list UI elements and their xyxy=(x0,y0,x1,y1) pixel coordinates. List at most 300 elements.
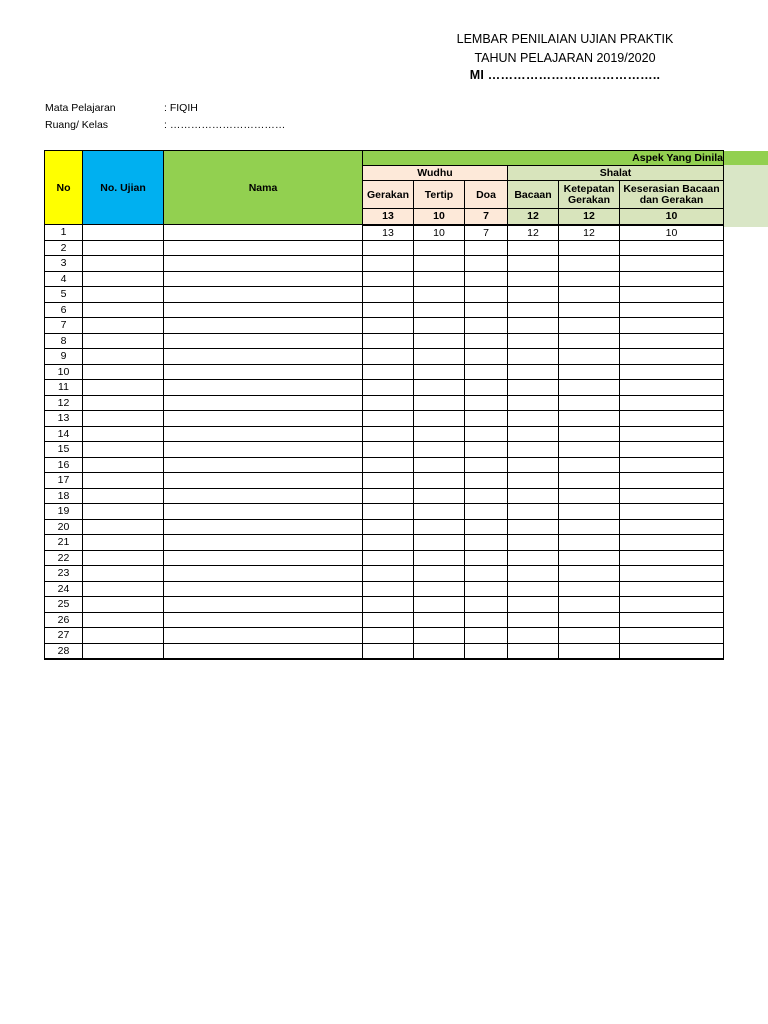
score-cell[interactable] xyxy=(414,643,465,659)
row-number: 5 xyxy=(45,287,83,303)
score-cell[interactable] xyxy=(363,380,414,396)
col-no-header: No xyxy=(45,151,83,225)
score-cell[interactable] xyxy=(465,488,508,504)
score-cell[interactable] xyxy=(465,318,508,334)
name-cell[interactable] xyxy=(164,519,363,535)
score-cell[interactable] xyxy=(559,364,620,380)
exam-no-cell[interactable] xyxy=(83,302,164,318)
score-cell[interactable] xyxy=(559,442,620,458)
score-cell[interactable] xyxy=(363,566,414,582)
score-cell[interactable] xyxy=(465,302,508,318)
score-cell[interactable] xyxy=(620,442,724,458)
score-cell[interactable] xyxy=(508,240,559,256)
score-cell[interactable] xyxy=(620,628,724,644)
score-cell[interactable] xyxy=(508,597,559,613)
score-cell[interactable] xyxy=(508,473,559,489)
col-exam-no-header: No. Ujian xyxy=(83,151,164,225)
score-cell[interactable] xyxy=(465,426,508,442)
row-number: 22 xyxy=(45,550,83,566)
score-cell[interactable] xyxy=(508,349,559,365)
row-number: 19 xyxy=(45,504,83,520)
score-cell[interactable] xyxy=(363,271,414,287)
score-cell[interactable] xyxy=(508,364,559,380)
score-cell[interactable] xyxy=(465,581,508,597)
school-name-line: MI ………………………………….. xyxy=(469,68,661,82)
score-cell[interactable] xyxy=(559,473,620,489)
row-number: 3 xyxy=(45,256,83,272)
name-cell[interactable] xyxy=(164,395,363,411)
wudhu-group-header: Wudhu xyxy=(363,166,508,181)
exam-no-cell[interactable] xyxy=(83,318,164,334)
score-cell[interactable] xyxy=(559,504,620,520)
subject-row xyxy=(45,102,198,115)
score-cell[interactable] xyxy=(363,612,414,628)
score-cell[interactable]: 13 xyxy=(363,225,414,241)
score-cell[interactable] xyxy=(508,550,559,566)
score-cell[interactable] xyxy=(508,333,559,349)
max-score-bacaan: 12 xyxy=(508,209,559,225)
exam-no-cell[interactable] xyxy=(83,457,164,473)
name-cell[interactable] xyxy=(164,504,363,520)
exam-no-cell[interactable] xyxy=(83,426,164,442)
name-cell[interactable] xyxy=(164,318,363,334)
row-number: 16 xyxy=(45,457,83,473)
name-cell[interactable] xyxy=(164,442,363,458)
table-row xyxy=(45,318,724,334)
score-cell[interactable] xyxy=(620,581,724,597)
exam-no-cell[interactable] xyxy=(83,535,164,551)
score-cell[interactable] xyxy=(559,628,620,644)
score-cell[interactable] xyxy=(363,519,414,535)
score-cell[interactable] xyxy=(414,457,465,473)
score-cell[interactable] xyxy=(414,550,465,566)
row-number: 20 xyxy=(45,519,83,535)
table-row xyxy=(45,333,724,349)
score-cell[interactable]: 10 xyxy=(414,225,465,241)
score-cell[interactable] xyxy=(620,333,724,349)
score-cell[interactable] xyxy=(508,271,559,287)
aspect-header: Aspek Yang Dinila xyxy=(363,151,724,166)
score-cell[interactable] xyxy=(414,581,465,597)
score-cell[interactable] xyxy=(559,333,620,349)
score-cell[interactable] xyxy=(508,504,559,520)
score-cell[interactable] xyxy=(414,318,465,334)
score-cell[interactable] xyxy=(363,302,414,318)
name-cell[interactable] xyxy=(164,426,363,442)
row-number: 14 xyxy=(45,426,83,442)
table-row xyxy=(45,240,724,256)
score-cell[interactable] xyxy=(414,349,465,365)
score-cell[interactable]: 7 xyxy=(465,225,508,241)
score-cell[interactable] xyxy=(465,566,508,582)
row-number: 24 xyxy=(45,581,83,597)
score-cell[interactable] xyxy=(363,581,414,597)
table-row xyxy=(45,488,724,504)
score-cell[interactable] xyxy=(465,519,508,535)
row-number: 12 xyxy=(45,395,83,411)
score-cell[interactable] xyxy=(620,349,724,365)
name-cell[interactable] xyxy=(164,473,363,489)
row-number: 18 xyxy=(45,488,83,504)
score-cell[interactable] xyxy=(620,380,724,396)
table-row xyxy=(45,225,724,241)
exam-no-cell[interactable] xyxy=(83,550,164,566)
exam-no-cell[interactable] xyxy=(83,287,164,303)
name-cell[interactable] xyxy=(164,287,363,303)
score-cell[interactable] xyxy=(559,411,620,427)
row-number: 4 xyxy=(45,271,83,287)
score-cell[interactable] xyxy=(414,271,465,287)
score-cell[interactable] xyxy=(465,380,508,396)
score-cell[interactable] xyxy=(620,519,724,535)
table-row xyxy=(45,519,724,535)
row-number: 26 xyxy=(45,612,83,628)
score-cell[interactable] xyxy=(414,535,465,551)
score-cell[interactable] xyxy=(559,426,620,442)
subheader-tertip: Tertip xyxy=(414,181,465,209)
row-number: 2 xyxy=(45,240,83,256)
score-table xyxy=(44,150,724,660)
name-cell[interactable] xyxy=(164,535,363,551)
table-row xyxy=(45,566,724,582)
score-cell[interactable] xyxy=(508,535,559,551)
score-cell[interactable] xyxy=(559,349,620,365)
table-row xyxy=(45,302,724,318)
name-cell[interactable] xyxy=(164,597,363,613)
score-cell[interactable] xyxy=(559,550,620,566)
score-cell[interactable] xyxy=(465,597,508,613)
score-cell[interactable]: 12 xyxy=(559,225,620,241)
score-cell[interactable] xyxy=(559,318,620,334)
score-cell[interactable] xyxy=(465,287,508,303)
score-cell[interactable] xyxy=(363,426,414,442)
score-cell[interactable] xyxy=(414,256,465,272)
score-cell[interactable] xyxy=(508,457,559,473)
row-number: 13 xyxy=(45,411,83,427)
score-cell[interactable] xyxy=(465,550,508,566)
score-cell[interactable] xyxy=(363,442,414,458)
score-cell[interactable] xyxy=(508,318,559,334)
score-cell[interactable] xyxy=(620,550,724,566)
score-cell[interactable] xyxy=(620,411,724,427)
table-row xyxy=(45,535,724,551)
row-number: 28 xyxy=(45,643,83,659)
score-cell[interactable] xyxy=(508,643,559,659)
score-cell[interactable] xyxy=(620,287,724,303)
subheader-doa: Doa xyxy=(465,181,508,209)
name-cell[interactable] xyxy=(164,581,363,597)
score-cell[interactable] xyxy=(620,256,724,272)
row-number: 21 xyxy=(45,535,83,551)
score-cell[interactable] xyxy=(363,333,414,349)
score-cell[interactable]: 12 xyxy=(508,225,559,241)
score-cell[interactable] xyxy=(414,411,465,427)
score-cell[interactable] xyxy=(559,380,620,396)
score-cell[interactable] xyxy=(559,271,620,287)
score-cell[interactable] xyxy=(465,271,508,287)
score-cell[interactable] xyxy=(363,643,414,659)
table-row xyxy=(45,426,724,442)
score-cell[interactable] xyxy=(559,643,620,659)
score-cell[interactable] xyxy=(363,597,414,613)
name-cell[interactable] xyxy=(164,628,363,644)
exam-no-cell[interactable] xyxy=(83,612,164,628)
row-number: 1 xyxy=(45,225,83,241)
score-cell[interactable] xyxy=(414,628,465,644)
exam-no-cell[interactable] xyxy=(83,380,164,396)
score-cell[interactable] xyxy=(620,535,724,551)
exam-no-cell[interactable] xyxy=(83,566,164,582)
score-cell[interactable] xyxy=(508,581,559,597)
exam-no-cell[interactable] xyxy=(83,240,164,256)
score-cell[interactable] xyxy=(508,488,559,504)
score-cell[interactable] xyxy=(414,380,465,396)
table-row xyxy=(45,643,724,659)
score-cell[interactable] xyxy=(559,581,620,597)
score-cell[interactable] xyxy=(363,535,414,551)
score-cell[interactable] xyxy=(559,287,620,303)
score-cell[interactable] xyxy=(465,333,508,349)
score-cell[interactable] xyxy=(559,240,620,256)
max-score-tertip: 10 xyxy=(414,209,465,225)
score-cell[interactable] xyxy=(508,380,559,396)
table-row xyxy=(45,411,724,427)
score-cell[interactable] xyxy=(414,442,465,458)
shalat-header-overflow xyxy=(723,165,768,227)
class-row xyxy=(45,119,285,132)
score-cell[interactable] xyxy=(414,333,465,349)
score-cell[interactable] xyxy=(620,240,724,256)
table-row xyxy=(45,628,724,644)
score-cell[interactable] xyxy=(363,240,414,256)
score-cell[interactable] xyxy=(465,256,508,272)
exam-no-cell[interactable] xyxy=(83,395,164,411)
name-cell[interactable] xyxy=(164,411,363,427)
score-cell[interactable] xyxy=(363,504,414,520)
exam-no-cell[interactable] xyxy=(83,643,164,659)
score-cell[interactable] xyxy=(508,628,559,644)
table-row xyxy=(45,395,724,411)
score-cell[interactable] xyxy=(414,488,465,504)
row-number: 27 xyxy=(45,628,83,644)
name-cell[interactable] xyxy=(164,333,363,349)
score-cell[interactable] xyxy=(363,287,414,303)
exam-no-cell[interactable] xyxy=(83,271,164,287)
max-score-ketepatan: 12 xyxy=(559,209,620,225)
table-row xyxy=(45,550,724,566)
name-cell[interactable] xyxy=(164,457,363,473)
sheet-title: LEMBAR PENILAIAN UJIAN PRAKTIK xyxy=(456,32,674,46)
score-cell[interactable] xyxy=(559,519,620,535)
score-cell[interactable] xyxy=(414,302,465,318)
exam-no-cell[interactable] xyxy=(83,628,164,644)
score-cell[interactable] xyxy=(414,612,465,628)
score-cell[interactable] xyxy=(363,411,414,427)
score-cell[interactable] xyxy=(414,287,465,303)
exam-no-cell[interactable] xyxy=(83,473,164,489)
score-cell[interactable] xyxy=(508,302,559,318)
table-row xyxy=(45,597,724,613)
score-cell[interactable] xyxy=(414,519,465,535)
score-cell[interactable] xyxy=(620,271,724,287)
score-cell[interactable] xyxy=(508,566,559,582)
table-row xyxy=(45,364,724,380)
score-cell[interactable] xyxy=(465,473,508,489)
row-number: 23 xyxy=(45,566,83,582)
score-cell[interactable] xyxy=(465,240,508,256)
score-cell[interactable] xyxy=(414,504,465,520)
shalat-group-header: Shalat xyxy=(508,166,724,181)
score-cell[interactable] xyxy=(465,364,508,380)
score-cell[interactable] xyxy=(620,318,724,334)
score-cell[interactable] xyxy=(414,395,465,411)
score-cell[interactable] xyxy=(414,566,465,582)
name-cell[interactable] xyxy=(164,612,363,628)
score-cell[interactable] xyxy=(465,457,508,473)
name-cell[interactable] xyxy=(164,225,363,241)
subheader-keserasian: Keserasian Bacaan dan Gerakan xyxy=(620,181,724,209)
exam-no-cell[interactable] xyxy=(83,488,164,504)
score-cell[interactable] xyxy=(620,566,724,582)
score-cell[interactable] xyxy=(620,457,724,473)
max-score-doa: 7 xyxy=(465,209,508,225)
score-cell[interactable] xyxy=(559,395,620,411)
score-cell[interactable] xyxy=(465,535,508,551)
name-cell[interactable] xyxy=(164,302,363,318)
score-cell[interactable] xyxy=(414,240,465,256)
score-cell[interactable] xyxy=(363,349,414,365)
row-number: 11 xyxy=(45,380,83,396)
exam-no-cell[interactable] xyxy=(83,256,164,272)
exam-no-cell[interactable] xyxy=(83,519,164,535)
score-cell[interactable] xyxy=(620,504,724,520)
score-cell[interactable] xyxy=(363,318,414,334)
name-cell[interactable] xyxy=(164,349,363,365)
score-cell[interactable] xyxy=(465,504,508,520)
score-cell[interactable] xyxy=(620,597,724,613)
score-cell[interactable] xyxy=(465,643,508,659)
score-cell[interactable] xyxy=(508,519,559,535)
table-row xyxy=(45,612,724,628)
score-cell[interactable] xyxy=(465,395,508,411)
name-cell[interactable] xyxy=(164,550,363,566)
table-row xyxy=(45,349,724,365)
table-row xyxy=(45,581,724,597)
score-cell[interactable] xyxy=(620,426,724,442)
score-cell[interactable] xyxy=(559,488,620,504)
score-cell[interactable] xyxy=(465,411,508,427)
score-cell[interactable] xyxy=(620,395,724,411)
exam-no-cell[interactable] xyxy=(83,333,164,349)
score-cell[interactable] xyxy=(363,488,414,504)
subheader-gerakan: Gerakan xyxy=(363,181,414,209)
max-score-keserasian: 10 xyxy=(620,209,724,225)
name-cell[interactable] xyxy=(164,488,363,504)
name-cell[interactable] xyxy=(164,566,363,582)
score-cell[interactable] xyxy=(363,457,414,473)
name-cell[interactable] xyxy=(164,271,363,287)
subject-label: Mata Pelajaran xyxy=(45,102,116,114)
name-cell[interactable] xyxy=(164,240,363,256)
score-cell[interactable] xyxy=(508,395,559,411)
score-cell[interactable] xyxy=(559,256,620,272)
score-cell[interactable] xyxy=(363,395,414,411)
exam-no-cell[interactable] xyxy=(83,225,164,241)
row-number: 25 xyxy=(45,597,83,613)
score-cell[interactable] xyxy=(620,612,724,628)
score-cell[interactable]: 10 xyxy=(620,225,724,241)
score-cell[interactable] xyxy=(508,256,559,272)
score-cell[interactable] xyxy=(559,597,620,613)
max-score-gerakan: 13 xyxy=(363,209,414,225)
score-cell[interactable] xyxy=(620,473,724,489)
score-cell[interactable] xyxy=(414,426,465,442)
row-number: 7 xyxy=(45,318,83,334)
class-value: : …………………………… xyxy=(164,119,286,131)
score-cell[interactable] xyxy=(508,426,559,442)
name-cell[interactable] xyxy=(164,643,363,659)
score-cell[interactable] xyxy=(508,287,559,303)
exam-no-cell[interactable] xyxy=(83,442,164,458)
score-cell[interactable] xyxy=(363,256,414,272)
score-cell[interactable] xyxy=(465,349,508,365)
score-cell[interactable] xyxy=(559,612,620,628)
score-cell[interactable] xyxy=(363,364,414,380)
exam-no-cell[interactable] xyxy=(83,597,164,613)
table-row xyxy=(45,380,724,396)
score-cell[interactable] xyxy=(508,411,559,427)
row-number: 6 xyxy=(45,302,83,318)
score-cell[interactable] xyxy=(620,488,724,504)
table-row xyxy=(45,287,724,303)
score-cell[interactable] xyxy=(620,302,724,318)
row-number: 8 xyxy=(45,333,83,349)
score-cell[interactable] xyxy=(465,628,508,644)
class-label: Ruang/ Kelas xyxy=(45,119,109,131)
score-cell[interactable] xyxy=(508,442,559,458)
score-cell[interactable] xyxy=(620,643,724,659)
exam-no-cell[interactable] xyxy=(83,364,164,380)
table-row xyxy=(45,271,724,287)
score-cell[interactable] xyxy=(465,442,508,458)
score-cell[interactable] xyxy=(363,628,414,644)
score-cell[interactable] xyxy=(559,457,620,473)
name-cell[interactable] xyxy=(164,380,363,396)
score-cell[interactable] xyxy=(363,550,414,566)
score-cell[interactable] xyxy=(414,364,465,380)
aspect-header-overflow xyxy=(723,151,768,165)
score-cell[interactable] xyxy=(465,612,508,628)
name-cell[interactable] xyxy=(164,364,363,380)
score-cell[interactable] xyxy=(559,302,620,318)
exam-no-cell[interactable] xyxy=(83,504,164,520)
score-cell[interactable] xyxy=(620,364,724,380)
score-cell[interactable] xyxy=(414,473,465,489)
exam-no-cell[interactable] xyxy=(83,411,164,427)
score-cell[interactable] xyxy=(414,597,465,613)
score-cell[interactable] xyxy=(508,612,559,628)
table-row xyxy=(45,504,724,520)
subheader-ketepatan-gerakan: Ketepatan Gerakan xyxy=(559,181,620,209)
exam-no-cell[interactable] xyxy=(83,349,164,365)
table-row xyxy=(45,457,724,473)
name-cell[interactable] xyxy=(164,256,363,272)
score-cell[interactable] xyxy=(363,473,414,489)
exam-no-cell[interactable] xyxy=(83,581,164,597)
row-number: 10 xyxy=(45,364,83,380)
score-cell[interactable] xyxy=(559,566,620,582)
score-cell[interactable] xyxy=(559,535,620,551)
